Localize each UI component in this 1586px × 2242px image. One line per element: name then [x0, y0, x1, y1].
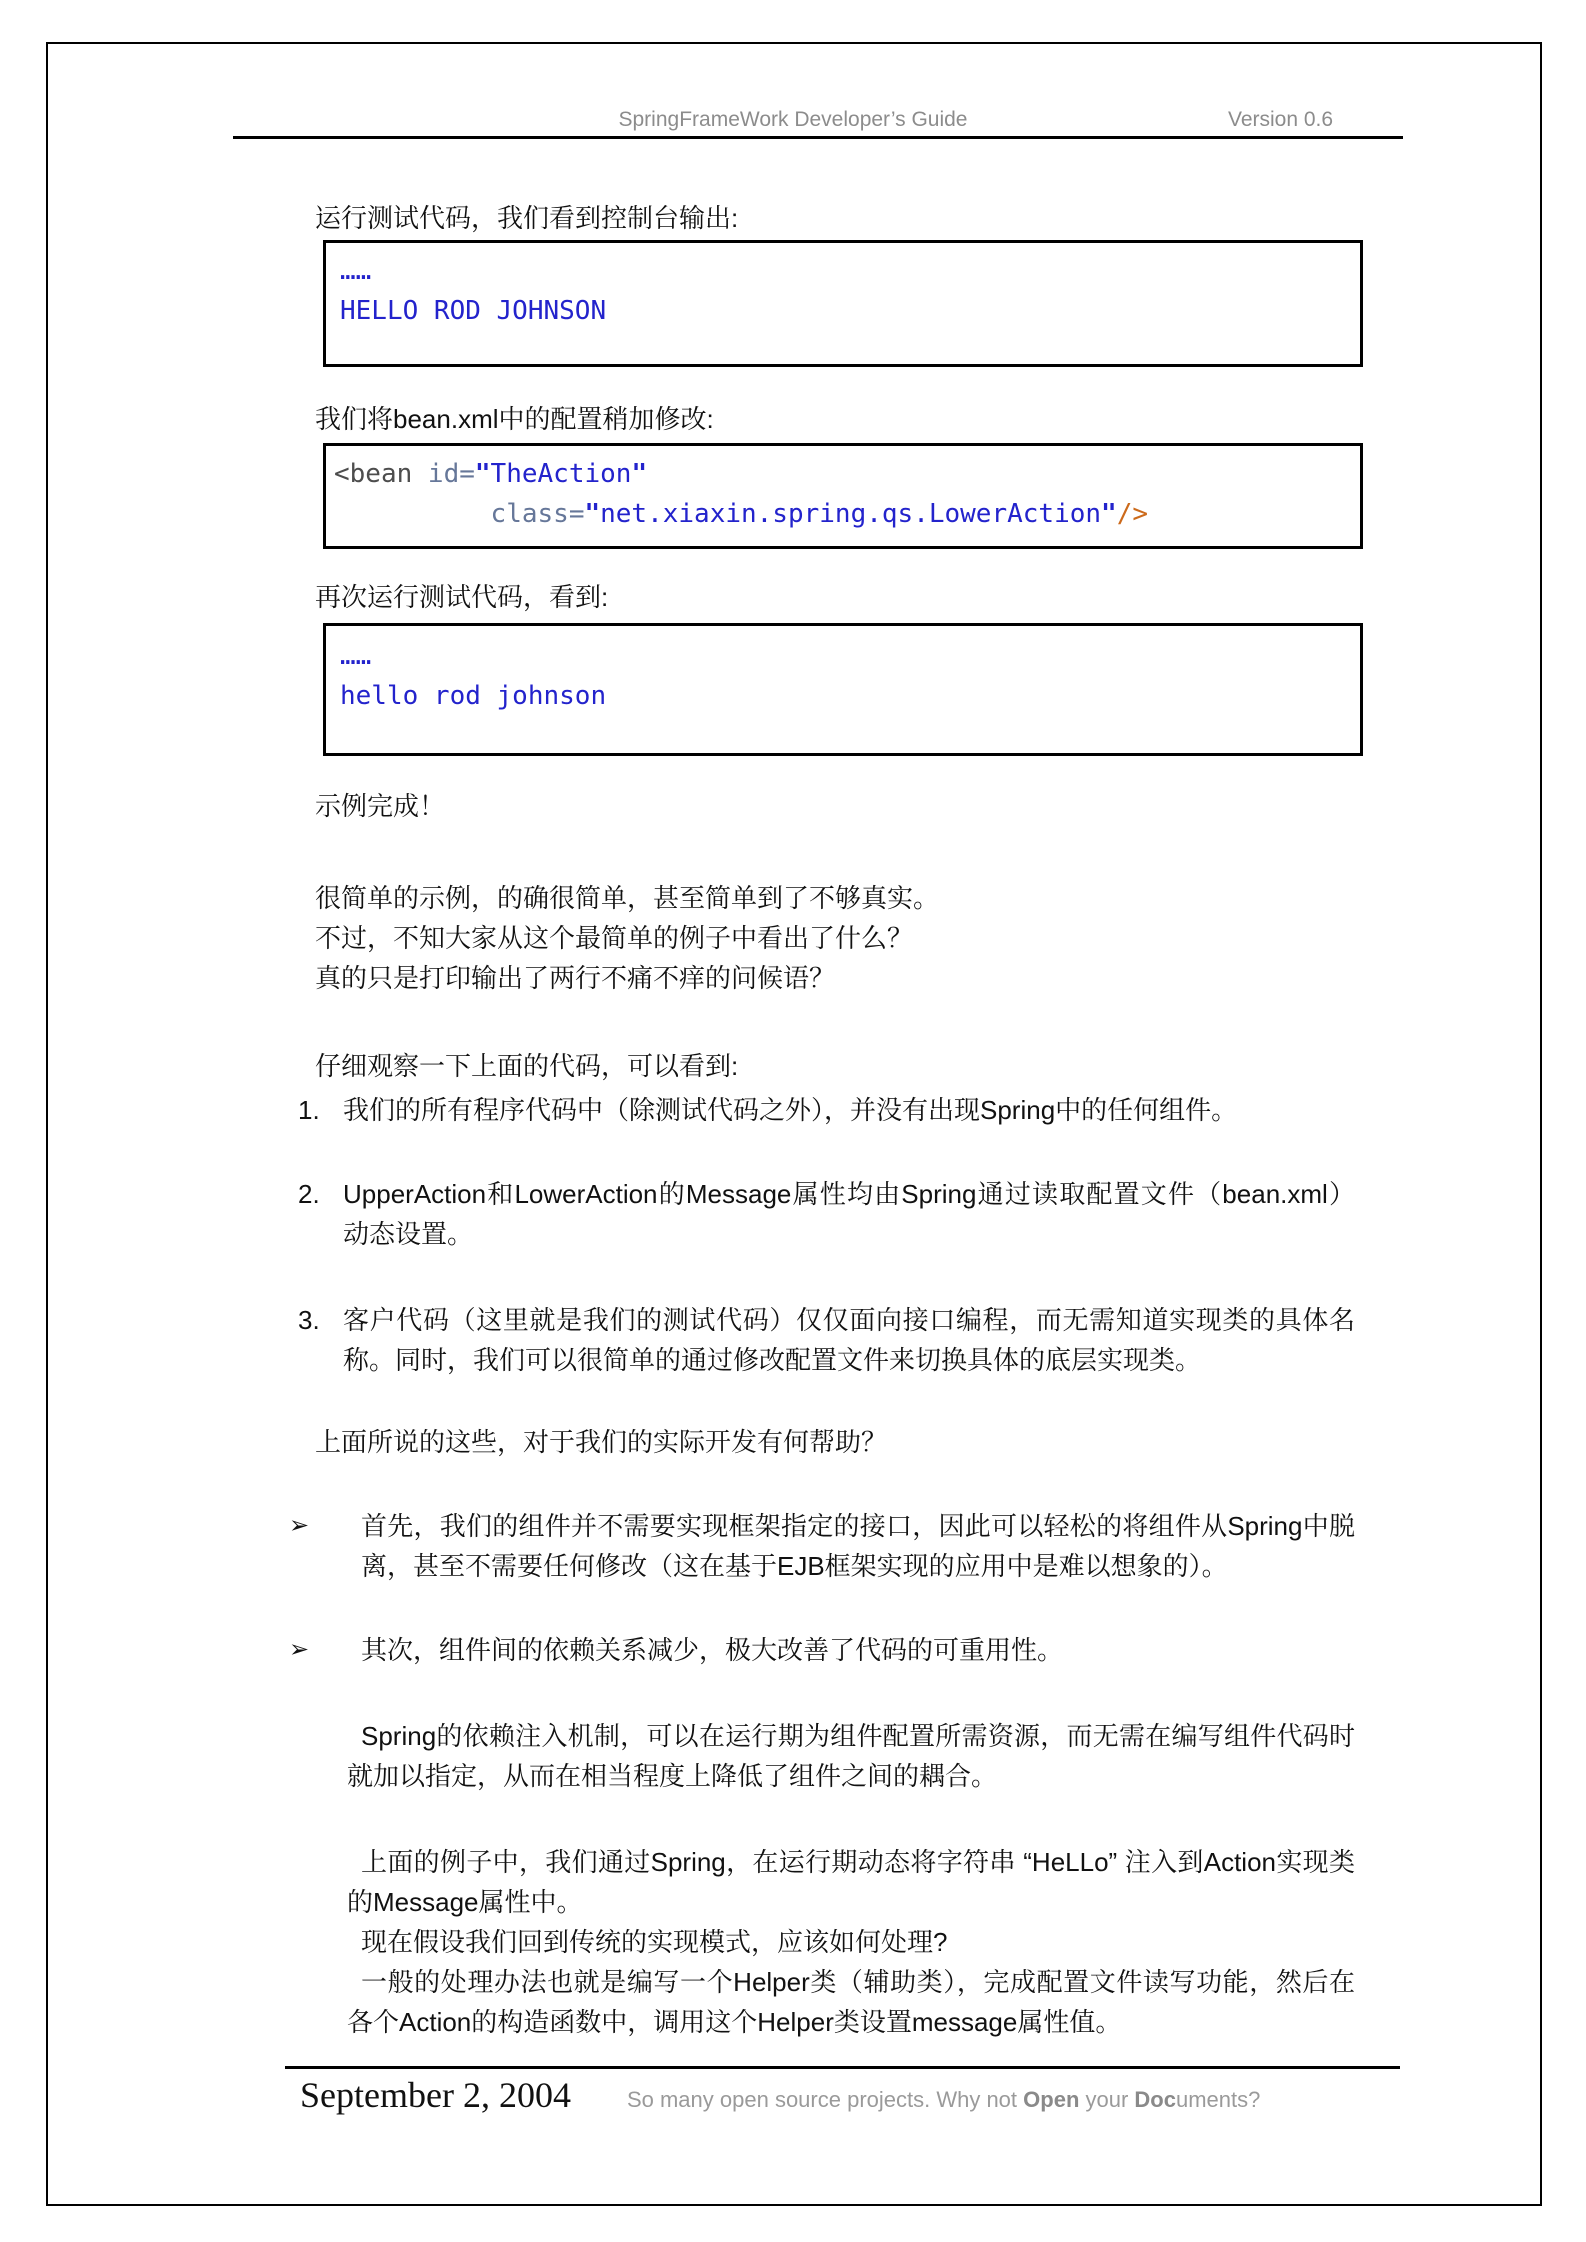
- item-number: 2.: [298, 1179, 320, 1209]
- item-text: 客户代码（这里就是我们的测试代码）仅仅面向接口编程，而无需知道实现类的具体名称。同时，我们可以很简单的通过修改配置文件来切换具体的底层实现类。: [343, 1305, 1355, 1375]
- list-item-observation-1: [298, 1090, 1355, 1130]
- xml-code-line-1: <bean id="TheAction": [334, 459, 648, 489]
- paragraph-example-injection: 上面的例子中，我们通过Spring，在运行期动态将字符串 “HeLLo” 注入到Action实现类的Message属性中。: [347, 1847, 1355, 1917]
- paragraph-example-done: 示例完成！: [315, 791, 446, 821]
- footer-rule: [285, 2066, 1400, 2069]
- paragraph-simple-1: 很简单的示例，的确很简单，甚至简单到了不够真实。: [315, 883, 940, 913]
- paragraph-run-test: 运行测试代码，我们看到控制台输出:: [315, 203, 739, 233]
- xml-config-box: [323, 443, 1363, 549]
- paragraph-observe: 仔细观察一下上面的代码，可以看到:: [315, 1051, 739, 1081]
- closing-paragraph-group: [315, 1842, 1355, 2042]
- paragraph-modify-bean-xml: 我们将bean.xml中的配置稍加修改:: [315, 404, 714, 434]
- paragraph-helper-class: 一般的处理办法也就是编写一个Helper类（辅助类），完成配置文件读写功能，然后在各个Action的构造函数中，调用这个Helper类设置message属性值。: [347, 1967, 1355, 2037]
- bullet-item-benefit-1: [289, 1506, 1355, 1586]
- paragraph-traditional-mode: 现在假设我们回到传统的实现模式，应该如何处理?: [361, 1927, 948, 1957]
- console-line-hello-upper: HELLO ROD JOHNSON: [340, 296, 607, 326]
- item-text: UpperAction和LowerAction的Message属性均由Spring通过读取配置文件（bean.xml）动态设置。: [343, 1179, 1355, 1249]
- item-number: 3.: [298, 1305, 320, 1335]
- console-output-box-upper: [323, 240, 1363, 367]
- header-version: Version 0.6: [1228, 108, 1334, 131]
- paragraph-group-simple: [315, 878, 1355, 998]
- document-body: [289, 186, 1355, 2042]
- footer: [300, 2074, 1500, 2116]
- bullet-item-benefit-2: [289, 1630, 1355, 1670]
- bullet-text: 首先，我们的组件并不需要实现框架指定的接口，因此可以轻松的将组件从Spring中脱离，甚至不需要任何修改（这在基于EJB框架实现的应用中是难以想象的）。: [361, 1511, 1355, 1581]
- paragraph-simple-2: 不过，不知大家从这个最简单的例子中看出了什么？: [315, 923, 914, 953]
- paragraph-dependency-injection-wrap: [315, 1716, 1355, 1796]
- footer-slogan: So many open source projects. Why not Open your Documents?: [626, 2087, 1261, 2112]
- arrow-bullet-icon: ➢: [289, 1512, 310, 1539]
- paragraph-dependency-injection: Spring的依赖注入机制，可以在运行期为组件配置所需资源，而无需在编写组件代码时就加以指定，从而在相当程度上降低了组件之间的耦合。: [347, 1721, 1355, 1791]
- item-text: 我们的所有程序代码中（除测试代码之外），并没有出现Spring中的任何组件。: [343, 1095, 1238, 1125]
- paragraph-run-again: 再次运行测试代码，看到:: [315, 582, 609, 612]
- paragraph-simple-3: 真的只是打印输出了两行不痛不痒的问候语？: [315, 963, 836, 993]
- list-item-observation-3: [298, 1300, 1355, 1380]
- bullet-text: 其次，组件间的依赖关系减少，极大改善了代码的可重用性。: [361, 1635, 1064, 1665]
- console-line-hello-lower: hello rod johnson: [340, 681, 607, 711]
- header-rule: [233, 136, 1403, 139]
- console-line-ellipsis: ……: [340, 256, 372, 286]
- footer-date: September 2, 2004: [300, 2075, 571, 2115]
- list-item-observation-2: [298, 1174, 1355, 1254]
- arrow-bullet-icon: ➢: [289, 1636, 310, 1663]
- paragraph-question: 上面所说的这些，对于我们的实际开发有何帮助？: [315, 1427, 888, 1457]
- xml-code-line-2: class="net.xiaxin.spring.qs.LowerAction"/>: [490, 499, 1148, 529]
- header-title: SpringFrameWork Developer’s Guide: [618, 108, 968, 131]
- item-number: 1.: [298, 1095, 320, 1125]
- console-line-ellipsis: ……: [340, 641, 372, 671]
- console-output-box-lower: [323, 623, 1363, 756]
